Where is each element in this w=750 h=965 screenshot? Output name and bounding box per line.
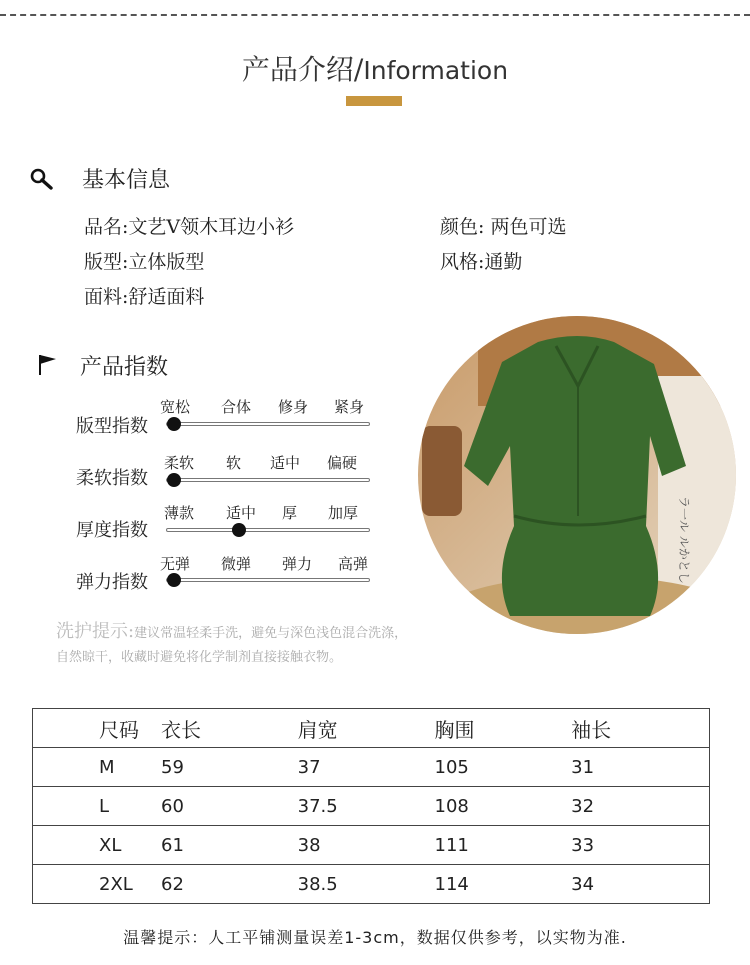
elasticity-index-track bbox=[166, 578, 370, 582]
info-style-value: 通勤 bbox=[484, 251, 523, 273]
flag-icon bbox=[38, 354, 58, 376]
info-style-label: 风格: bbox=[440, 251, 485, 273]
care-tips bbox=[56, 620, 516, 670]
info-name-value: 文艺V领木耳边小衫 bbox=[128, 216, 295, 238]
softness-index-label: 柔软指数 bbox=[76, 468, 148, 489]
table-row bbox=[33, 787, 710, 826]
table-row bbox=[33, 748, 710, 787]
tick: 适中 bbox=[226, 504, 257, 522]
tick: 紧身 bbox=[334, 398, 365, 416]
page-title bbox=[0, 48, 750, 88]
info-fabric bbox=[84, 282, 204, 309]
cell: 61 bbox=[161, 826, 298, 865]
tick: 厚 bbox=[282, 504, 298, 522]
tick: 薄款 bbox=[164, 504, 195, 522]
info-style bbox=[440, 247, 522, 274]
tick: 加厚 bbox=[328, 504, 359, 522]
cell: 62 bbox=[161, 865, 298, 904]
tick: 修身 bbox=[278, 398, 309, 416]
cell: 2XL bbox=[33, 865, 162, 904]
top-dashed-divider bbox=[0, 14, 750, 16]
header-size: 尺码 bbox=[33, 709, 162, 748]
title-accent-bar bbox=[346, 96, 402, 106]
table-row bbox=[33, 865, 710, 904]
cell: 33 bbox=[571, 826, 709, 865]
elasticity-index-label: 弹力指数 bbox=[76, 572, 148, 593]
tick: 软 bbox=[226, 454, 242, 472]
cell: 60 bbox=[161, 787, 298, 826]
thickness-index-knob bbox=[232, 523, 246, 537]
basic-info-title: 基本信息 bbox=[82, 168, 171, 193]
cell: 108 bbox=[435, 787, 572, 826]
cell: 38 bbox=[298, 826, 435, 865]
cell: 31 bbox=[571, 748, 709, 787]
info-name-label: 品名: bbox=[84, 216, 129, 238]
table-header-row bbox=[33, 709, 710, 748]
header-bust: 胸围 bbox=[435, 709, 572, 748]
fit-index-label: 版型指数 bbox=[76, 416, 148, 437]
thickness-ticks bbox=[160, 502, 374, 522]
softness-index-track bbox=[166, 478, 370, 482]
header-length: 衣长 bbox=[161, 709, 298, 748]
info-color bbox=[440, 212, 566, 239]
cell: 37 bbox=[298, 748, 435, 787]
cell: 105 bbox=[435, 748, 572, 787]
tick: 高弹 bbox=[338, 555, 369, 573]
tick: 微弹 bbox=[221, 555, 252, 573]
tick: 无弹 bbox=[160, 555, 191, 573]
cell: M bbox=[33, 748, 162, 787]
fit-index-track bbox=[166, 422, 370, 426]
info-fit-label: 版型: bbox=[84, 251, 129, 273]
info-color-value: 两色可选 bbox=[490, 216, 567, 238]
elasticity-index-knob bbox=[167, 573, 181, 587]
info-fit-value: 立体版型 bbox=[128, 251, 205, 273]
measurement-notice: 温馨提示：人工平铺测量误差1-3cm，数据仅供参考，以实物为准. bbox=[123, 928, 627, 947]
info-fabric-value: 舒适面料 bbox=[128, 286, 205, 308]
header-sleeve: 袖长 bbox=[571, 709, 709, 748]
info-fabric-label: 面料: bbox=[84, 286, 129, 308]
thickness-index-track bbox=[166, 528, 370, 532]
tick: 偏硬 bbox=[327, 454, 358, 472]
info-name bbox=[84, 212, 294, 239]
cell: 111 bbox=[435, 826, 572, 865]
softness-index-knob bbox=[167, 473, 181, 487]
tick: 弹力 bbox=[282, 555, 313, 573]
softness-ticks bbox=[160, 452, 374, 472]
cell: 34 bbox=[571, 865, 709, 904]
cell: XL bbox=[33, 826, 162, 865]
care-tips-line2: 自然晾干，收藏时避免将化学制剂直接接触衣物。 bbox=[56, 650, 343, 665]
cell: 32 bbox=[571, 787, 709, 826]
size-table bbox=[32, 708, 710, 904]
care-tips-head: 洗护提示: bbox=[56, 621, 135, 642]
thickness-index-label: 厚度指数 bbox=[76, 520, 148, 541]
info-fit bbox=[84, 247, 204, 274]
product-index-title: 产品指数 bbox=[80, 355, 169, 380]
elasticity-ticks bbox=[160, 553, 374, 573]
tick: 宽松 bbox=[160, 398, 191, 416]
green-blouse-image bbox=[418, 316, 736, 634]
title-cn: 产品介绍/ bbox=[241, 53, 364, 86]
title-en: Information bbox=[363, 56, 509, 85]
tick: 合体 bbox=[221, 398, 252, 416]
cell: 38.5 bbox=[298, 865, 435, 904]
fit-ticks bbox=[160, 396, 374, 416]
fit-index-knob bbox=[167, 417, 181, 431]
info-color-label: 颜色: bbox=[440, 216, 485, 238]
cell: 114 bbox=[435, 865, 572, 904]
table-row bbox=[33, 826, 710, 865]
tick: 柔软 bbox=[164, 454, 195, 472]
cell: L bbox=[33, 787, 162, 826]
care-tips-line1: 建议常温轻柔手洗，避免与深色浅色混合洗涤， bbox=[134, 626, 408, 641]
hang-tag-text: ラ一ル ルかとし bbox=[677, 496, 691, 584]
product-photo bbox=[418, 316, 736, 634]
cell: 37.5 bbox=[298, 787, 435, 826]
tick: 适中 bbox=[270, 454, 301, 472]
cell: 59 bbox=[161, 748, 298, 787]
header-shoulder: 肩宽 bbox=[298, 709, 435, 748]
search-icon bbox=[30, 168, 54, 190]
